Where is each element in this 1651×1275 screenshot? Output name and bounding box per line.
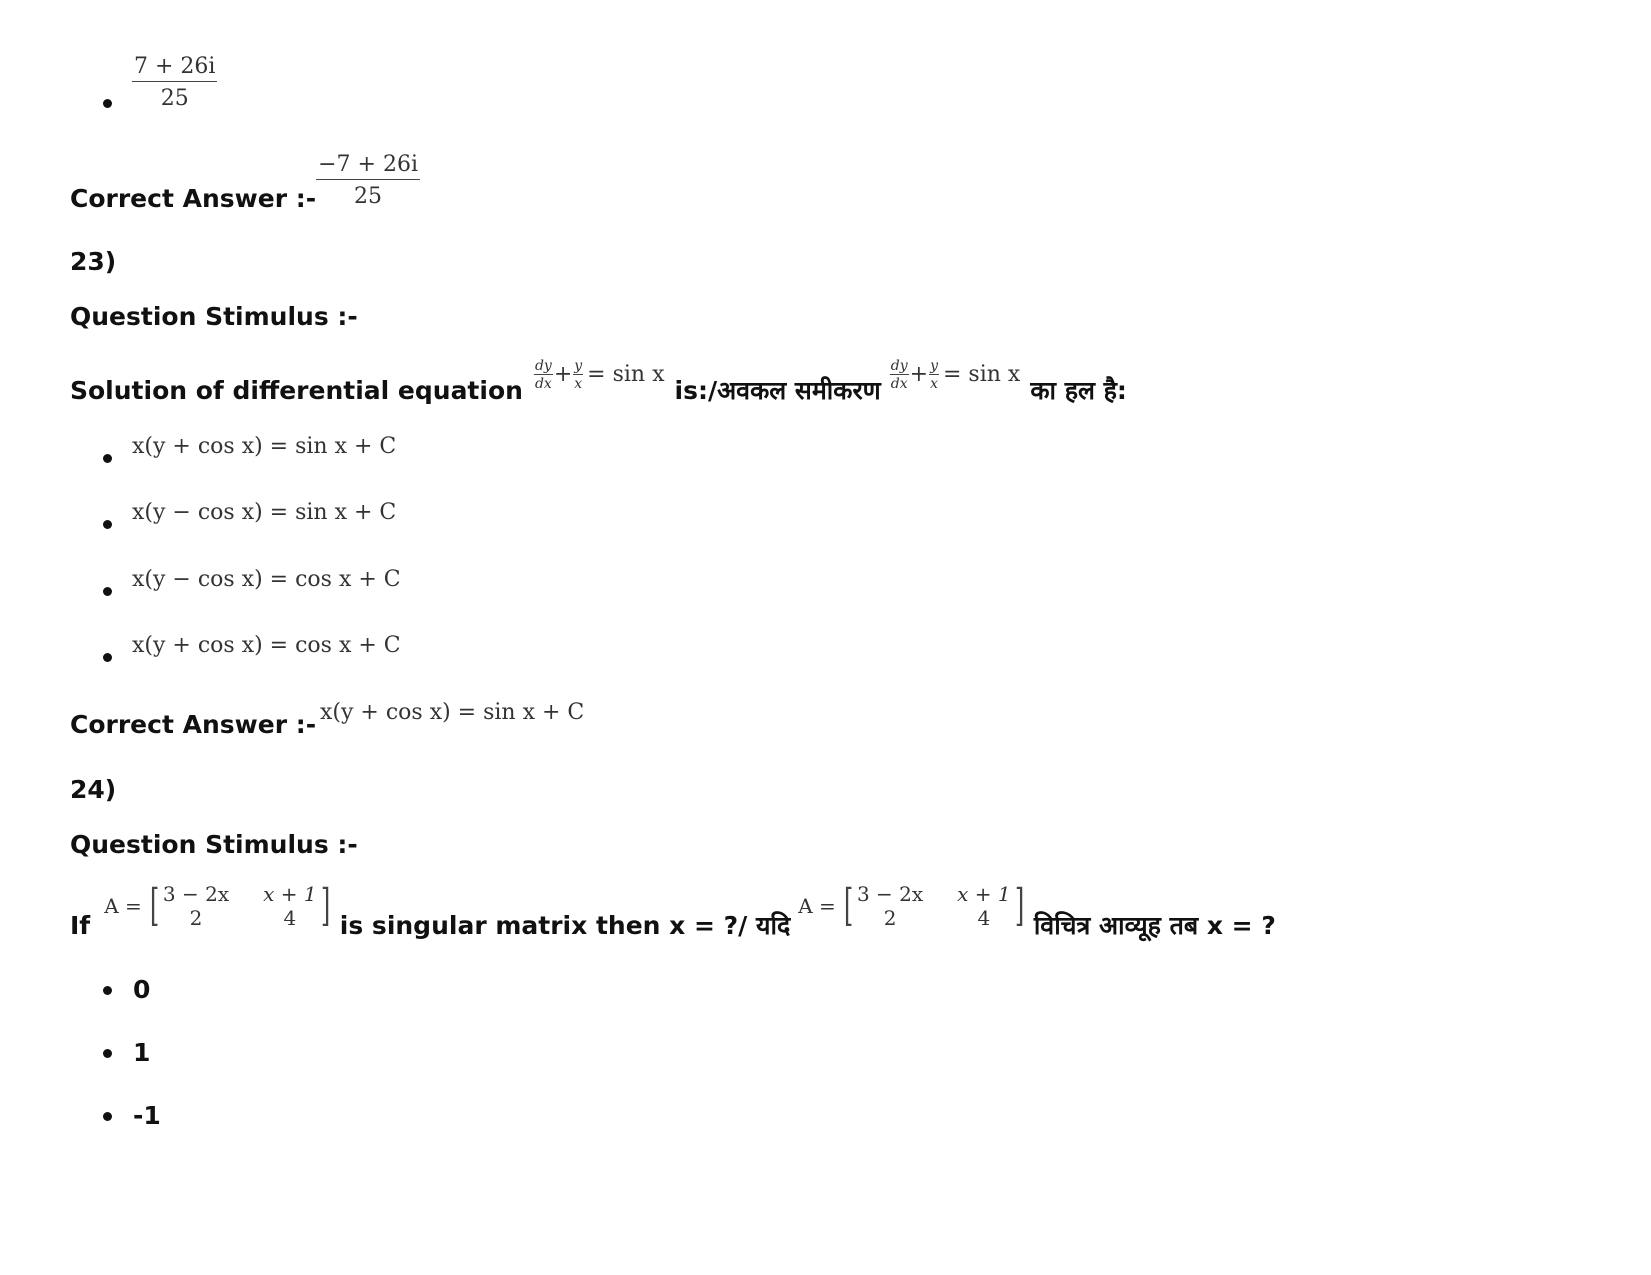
matrix-a21: 2 (189, 906, 203, 930)
matrix-label: A = (104, 894, 142, 918)
correct-answer: x(y + cos x) = sin x + C (320, 700, 585, 725)
eq-dx: dx (890, 376, 908, 392)
matrix-a21: 2 (883, 906, 897, 930)
bullet (103, 587, 112, 596)
fraction-numerator: −7 + 26i (316, 154, 420, 180)
question-text-suffix: विचित्र आव्यूह तब x = ? (1033, 911, 1276, 940)
left-bracket: [ (149, 880, 160, 931)
eq-plus: + (909, 362, 929, 387)
differential-equation (533, 359, 665, 391)
fraction-numerator: 7 + 26i (132, 56, 217, 82)
eq-rhs: = sin x (587, 362, 665, 387)
right-bracket: ] (1014, 880, 1024, 931)
bullet (103, 520, 112, 529)
eq-y: y (930, 358, 938, 374)
option-fraction[interactable] (132, 56, 217, 110)
question-text (70, 880, 1276, 940)
matrix-a-hindi (798, 882, 1028, 930)
matrix-label: A = (798, 894, 836, 918)
bullet (103, 653, 112, 662)
fraction-denominator: 25 (160, 86, 189, 111)
question-text-prefix: Solution of differential equation (70, 375, 523, 405)
bullet (103, 1049, 112, 1058)
eq-dx: dx (534, 376, 552, 392)
differential-equation-hindi (889, 359, 1021, 391)
matrix-a22: 4 (283, 906, 297, 930)
option-1[interactable]: x(y + cos x) = sin x + C (132, 434, 397, 459)
bullet (103, 986, 112, 995)
question-number: 23) (70, 247, 117, 276)
eq-dy: dy (890, 358, 908, 374)
matrix-a22: 4 (977, 906, 991, 930)
option-2[interactable]: x(y − cos x) = sin x + C (132, 500, 397, 525)
option-3[interactable]: -1 (133, 1101, 161, 1130)
bullet (103, 454, 112, 463)
question-stimulus-label: Question Stimulus :- (70, 302, 358, 331)
question-stimulus-label: Question Stimulus :- (70, 830, 358, 859)
matrix-a (104, 882, 334, 930)
option-3[interactable]: x(y − cos x) = cos x + C (132, 567, 401, 592)
matrix-a11: 3 − 2x (856, 882, 924, 906)
question-number: 24) (70, 775, 117, 804)
question-text-if: If (70, 910, 91, 940)
question-text-middle: is:/अवकल समीकरण (674, 376, 881, 405)
eq-y: y (574, 358, 583, 374)
eq-x: x (574, 376, 583, 392)
eq-plus: + (553, 362, 573, 387)
right-bracket: ] (320, 880, 330, 931)
fraction-denominator: 25 (354, 183, 383, 209)
question-text-middle: is singular matrix then x = ?/ यदि (339, 911, 791, 940)
option-1[interactable]: 0 (133, 975, 151, 1004)
matrix-a12: x + 1 (263, 882, 317, 906)
bullet (103, 1112, 112, 1121)
eq-dy: dy (534, 358, 552, 374)
correct-answer-label: Correct Answer :- (70, 710, 317, 739)
left-bracket: [ (843, 880, 854, 931)
eq-rhs: = sin x (943, 362, 1021, 387)
correct-answer-fraction (316, 151, 420, 209)
matrix-a12: x + 1 (957, 882, 1011, 906)
option-4[interactable]: x(y + cos x) = cos x + C (132, 633, 401, 658)
question-text (70, 352, 1127, 405)
question-text-suffix: का हल है: (1030, 376, 1127, 405)
option-2[interactable]: 1 (133, 1038, 151, 1067)
bullet (103, 99, 112, 108)
matrix-a11: 3 − 2x (162, 882, 230, 906)
correct-answer-label: Correct Answer :- (70, 184, 317, 213)
eq-x: x (930, 376, 938, 392)
